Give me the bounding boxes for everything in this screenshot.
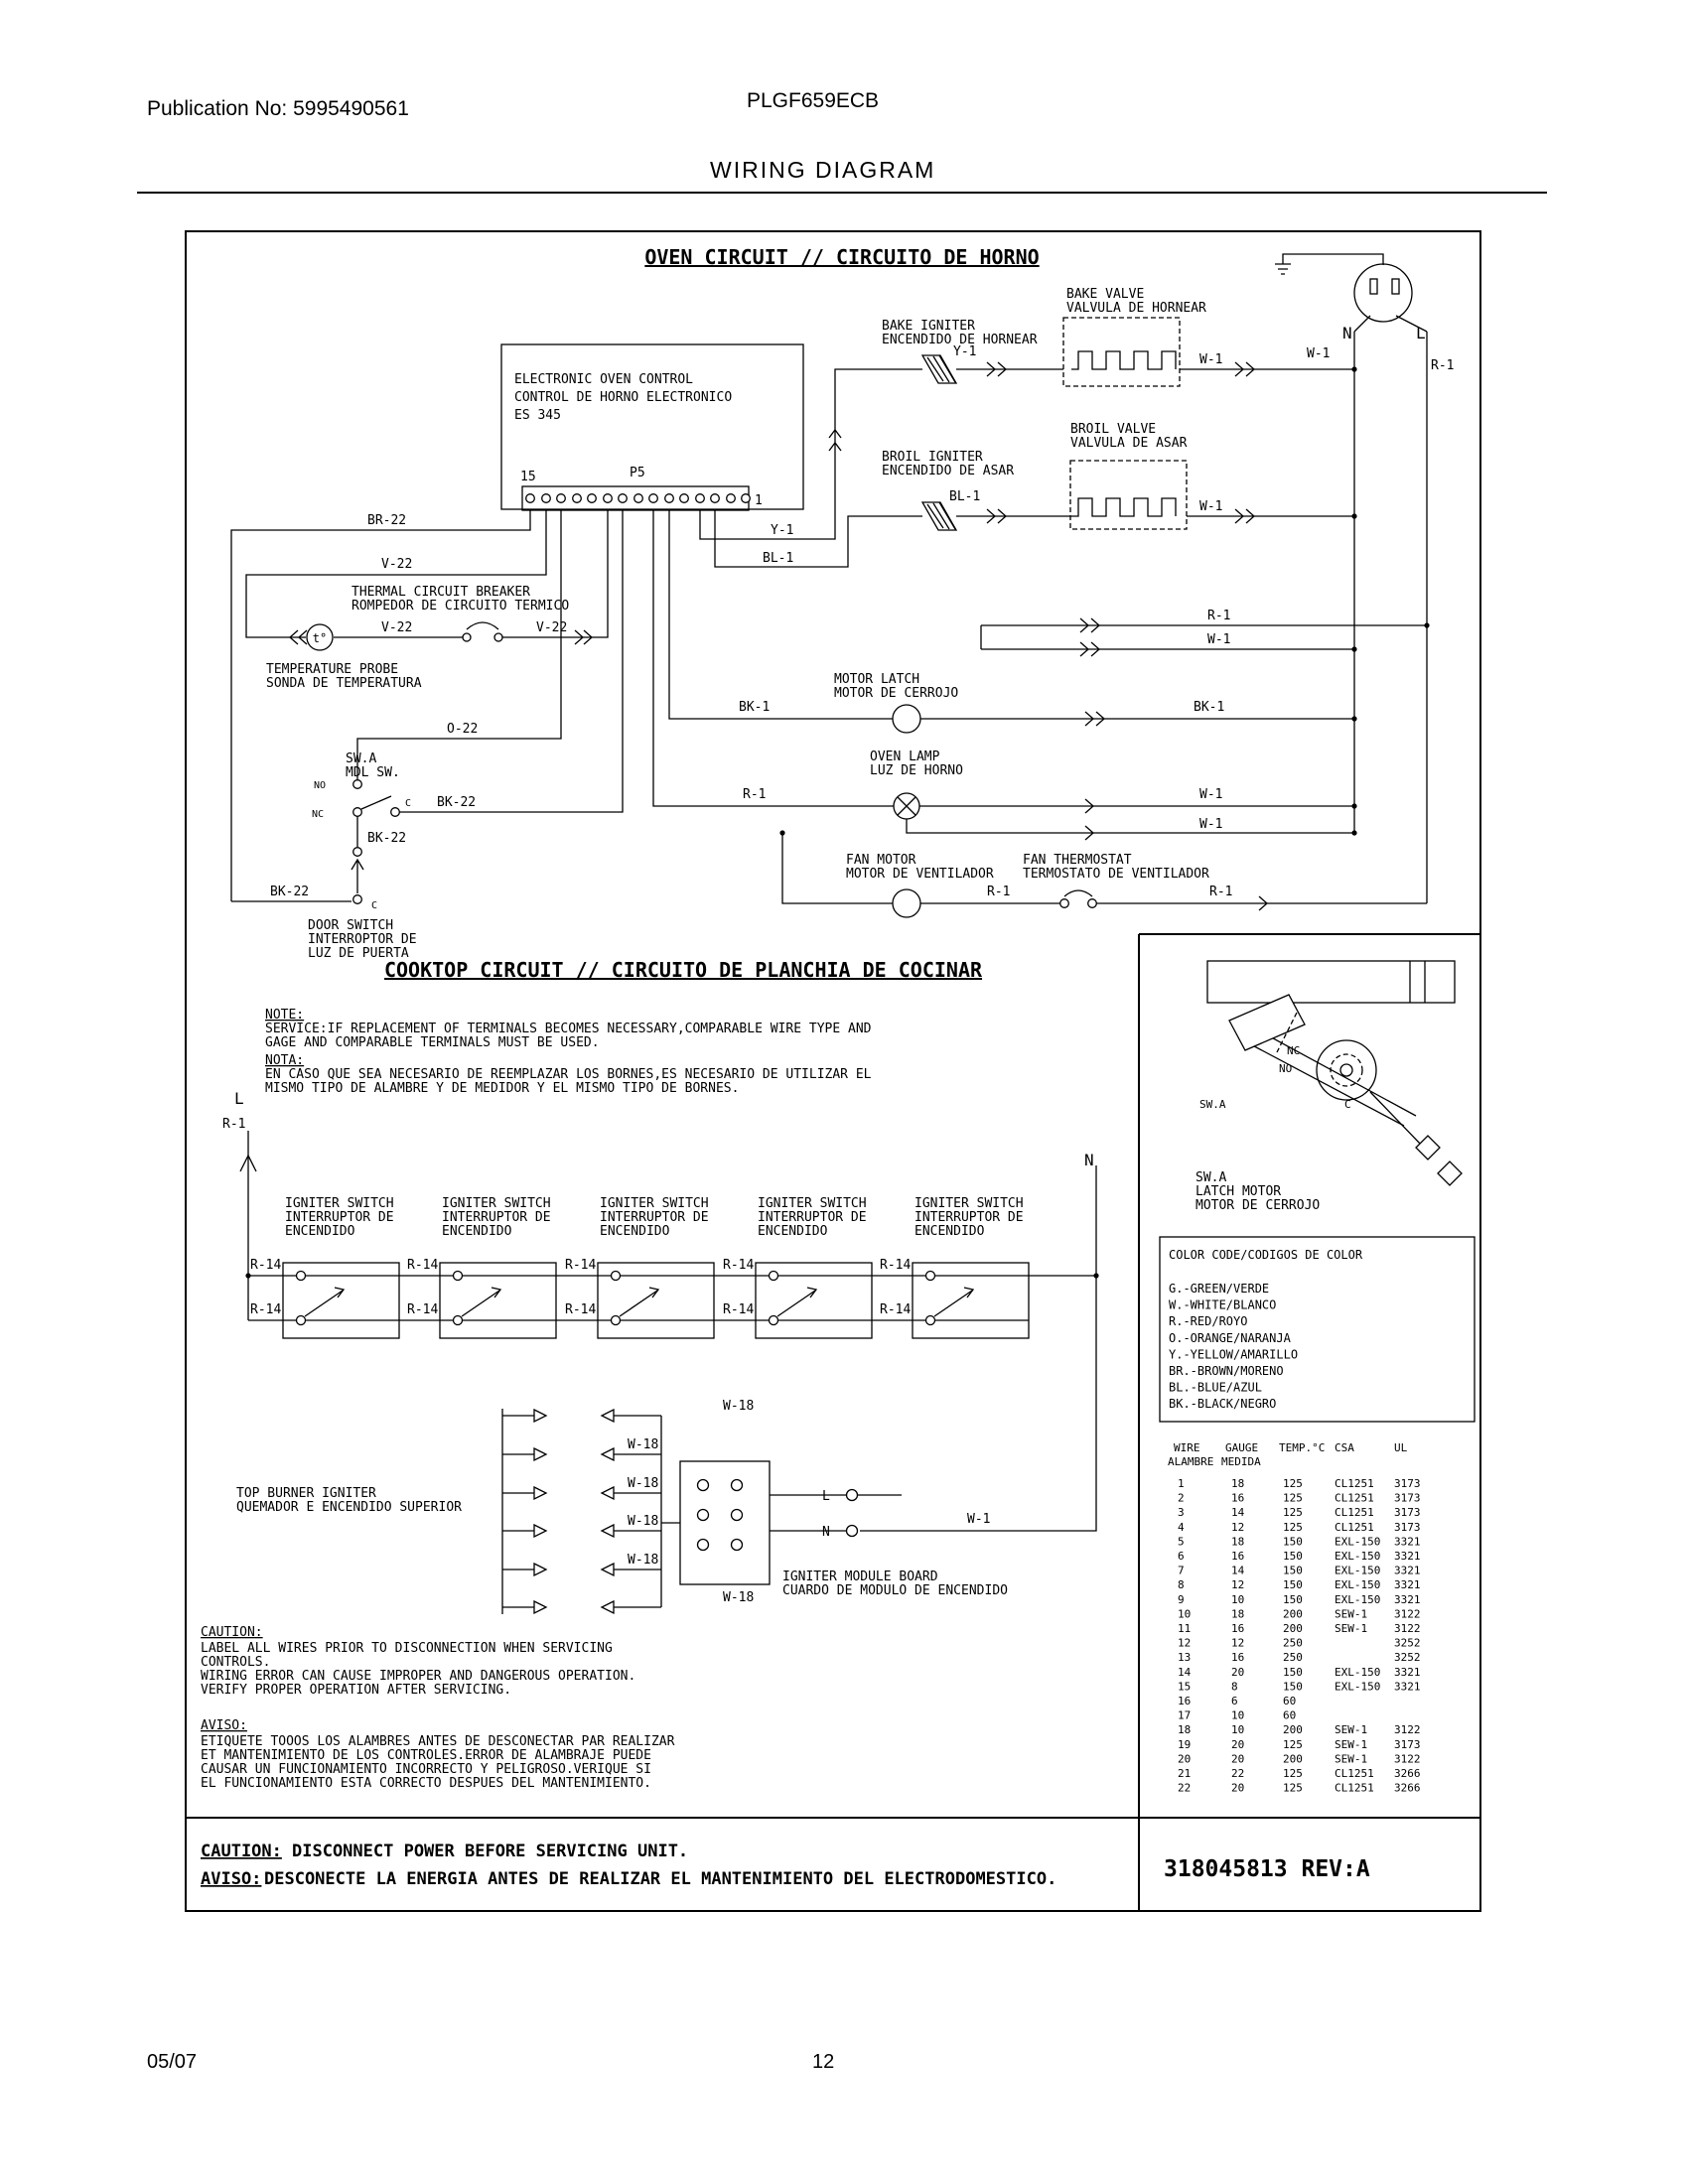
wire-r-1-feed: R-1 bbox=[222, 1117, 246, 1132]
wire-r-1-mid: R-1 bbox=[1207, 609, 1231, 623]
wire-table-cell-10-4: 3122 bbox=[1394, 1622, 1421, 1635]
wire-w-1-lamp: W-1 bbox=[1199, 787, 1223, 802]
wire-bk-22-c: BK-22 bbox=[270, 885, 310, 899]
wire-table-cell-2-2: 125 bbox=[1283, 1506, 1303, 1520]
caution-line-4: VERIFY PROPER OPERATION AFTER SERVICING. bbox=[201, 1683, 512, 1698]
wire-w-18-2: W-18 bbox=[628, 1437, 659, 1452]
igniter-switch-1-l2: INTERRUPTOR DE bbox=[285, 1210, 394, 1225]
oven-circuit-title: OVEN CIRCUIT // CIRCUITO DE HORNO bbox=[644, 245, 1040, 269]
door-switch-l3: LUZ DE PUERTA bbox=[308, 946, 409, 961]
cooktop-feeds bbox=[240, 1131, 1099, 1531]
latch-motor-drawing bbox=[1207, 961, 1462, 1185]
wire-table-cell-9-1: 18 bbox=[1231, 1607, 1245, 1621]
color-code-item-7: BK.-BLACK/NEGRO bbox=[1169, 1397, 1277, 1412]
wire-table-cell-5-3: EXL-150 bbox=[1335, 1550, 1381, 1563]
wire-table-cell-0-0: 1 bbox=[1178, 1477, 1185, 1490]
igniter-module-es: CUARDO DE MODULO DE ENCENDIDO bbox=[782, 1583, 1008, 1598]
wire-w-18-3: W-18 bbox=[628, 1476, 659, 1491]
wire-o-22: O-22 bbox=[447, 722, 479, 737]
wire-table-cell-9-4: 3122 bbox=[1394, 1607, 1421, 1621]
wire-table-cell-5-0: 6 bbox=[1178, 1550, 1185, 1563]
igniter-switch-4-l2: INTERRUPTOR DE bbox=[758, 1210, 867, 1225]
wire-table-cell-4-1: 18 bbox=[1231, 1535, 1245, 1549]
nota-line-2: MISMO TIPO DE ALAMBRE Y DE MEDIDOR Y EL MISMO TIPO DE BORNES. bbox=[265, 1081, 740, 1096]
igniter-switch-5-l2: INTERRUPTOR DE bbox=[914, 1210, 1024, 1225]
wire-table-cell-17-0: 18 bbox=[1178, 1723, 1192, 1737]
wire-table-cell-1-4: 3173 bbox=[1394, 1491, 1421, 1505]
wire-table-cell-13-1: 20 bbox=[1231, 1665, 1245, 1679]
igniter-switch-4-l3: ENCENDIDO bbox=[758, 1224, 828, 1239]
wire-table-cell-8-0: 9 bbox=[1178, 1592, 1185, 1606]
wire-table-cell-1-2: 125 bbox=[1283, 1491, 1303, 1505]
connector-p5-label: P5 bbox=[630, 466, 645, 480]
wire-table-cell-17-2: 200 bbox=[1283, 1723, 1303, 1737]
bake-valve-en: BAKE VALVE bbox=[1066, 287, 1145, 302]
bottom-aviso-label: AVISO: bbox=[201, 1869, 262, 1889]
nota-heading: NOTA: bbox=[265, 1053, 305, 1068]
wire-table-cell-18-4: 3173 bbox=[1394, 1737, 1421, 1751]
wire-table-cell-20-4: 3266 bbox=[1394, 1767, 1421, 1780]
t-symbol: t° bbox=[312, 631, 328, 645]
top-burner-igniter-es: QUEMADOR E ENCENDIDO SUPERIOR bbox=[236, 1500, 462, 1515]
wire-table-cell-6-1: 14 bbox=[1231, 1564, 1245, 1577]
wire-bk-22-b: BK-22 bbox=[367, 831, 407, 846]
wire-table-cell-0-3: CL1251 bbox=[1335, 1477, 1374, 1490]
wire-r-1-lamp: R-1 bbox=[743, 787, 767, 802]
wire-table-cell-6-2: 150 bbox=[1283, 1564, 1303, 1577]
wire-table-cell-9-0: 10 bbox=[1178, 1607, 1192, 1621]
igniter-switch-3-l1: IGNITER SWITCH bbox=[600, 1196, 709, 1211]
wire-table-cell-14-0: 15 bbox=[1178, 1680, 1192, 1694]
header-rule bbox=[137, 192, 1547, 194]
wire-w-18-5: W-18 bbox=[628, 1553, 659, 1568]
wire-table-cell-7-2: 150 bbox=[1283, 1578, 1303, 1592]
wire-r-14-b5: R-14 bbox=[880, 1302, 912, 1317]
part-number: 318045813 REV:A bbox=[1164, 1856, 1370, 1882]
wire-w-1-plug: W-1 bbox=[1307, 346, 1331, 361]
bottom-aviso-text: DESCONECTE LA ENERGIA ANTES DE REALIZAR EL MANTENIMIENTO DEL ELECTRODOMESTICO. bbox=[264, 1869, 1057, 1889]
note-line-2: GAGE AND COMPARABLE TERMINALS MUST BE USED. bbox=[265, 1035, 600, 1050]
publication-number: Publication No: 5995490561 bbox=[147, 97, 409, 120]
igniter-module-board bbox=[680, 1461, 902, 1584]
wire-table-cell-12-1: 16 bbox=[1231, 1651, 1245, 1665]
broil-igniter-en: BROIL IGNITER bbox=[882, 450, 983, 465]
igniter-switch-3 bbox=[598, 1263, 714, 1338]
wire-w-1-lamp2: W-1 bbox=[1199, 817, 1223, 832]
wire-table-cell-2-3: CL1251 bbox=[1335, 1506, 1374, 1520]
wire-table-cell-21-2: 125 bbox=[1283, 1781, 1303, 1795]
door-switch bbox=[352, 816, 363, 903]
wire-table-cell-19-2: 200 bbox=[1283, 1752, 1303, 1766]
wire-table-cell-14-4: 3321 bbox=[1394, 1680, 1421, 1694]
door-c-label: C bbox=[371, 900, 378, 911]
top-burner-igniter-en: TOP BURNER IGNITER bbox=[236, 1486, 376, 1501]
wire-table-cell-5-1: 16 bbox=[1231, 1550, 1245, 1563]
cooktop-circuit-title: COOKTOP CIRCUIT // CIRCUITO DE PLANCHIA DE COCINAR bbox=[383, 958, 983, 982]
wire-table-cell-11-2: 250 bbox=[1283, 1636, 1303, 1650]
wire-table-cell-16-2: 60 bbox=[1283, 1708, 1297, 1722]
wire-table-cell-4-4: 3321 bbox=[1394, 1535, 1421, 1549]
igniter-module-en: IGNITER MODULE BOARD bbox=[782, 1570, 938, 1584]
wire-table-cell-9-2: 200 bbox=[1283, 1607, 1303, 1621]
wire-table-cell-4-3: EXL-150 bbox=[1335, 1535, 1381, 1549]
wire-gauge-table bbox=[1168, 1441, 1421, 1795]
wiring-diagram-canvas bbox=[187, 232, 1479, 1910]
wire-table-cell-10-2: 200 bbox=[1283, 1622, 1303, 1635]
feed-l-label: L bbox=[234, 1089, 244, 1108]
igniter-switch-3-l2: INTERRUPTOR DE bbox=[600, 1210, 709, 1225]
page-title: WIRING DIAGRAM bbox=[710, 157, 936, 183]
wire-table-cell-10-0: 11 bbox=[1178, 1622, 1192, 1635]
broil-valve-en: BROIL VALVE bbox=[1070, 422, 1157, 437]
wire-y-1-b: Y-1 bbox=[771, 523, 794, 538]
igniter-switch-2-l1: IGNITER SWITCH bbox=[442, 1196, 551, 1211]
mdl-no-label: NO bbox=[314, 780, 327, 791]
wire-table-cell-1-0: 2 bbox=[1178, 1491, 1185, 1505]
wire-table-cell-0-1: 18 bbox=[1231, 1477, 1245, 1490]
broil-igniter-es: ENCENDIDO DE ASAR bbox=[882, 464, 1015, 478]
color-code-items bbox=[1169, 1282, 1298, 1411]
wire-table-cell-2-4: 3173 bbox=[1394, 1506, 1421, 1520]
wire-table-cell-9-3: SEW-1 bbox=[1335, 1607, 1368, 1621]
wire-w-1-broil: W-1 bbox=[1199, 499, 1223, 514]
wire-bk-22-a: BK-22 bbox=[437, 795, 477, 810]
wire-table-cell-15-1: 6 bbox=[1231, 1695, 1238, 1707]
caution-line-3: WIRING ERROR CAN CAUSE IMPROPER AND DANGEROUS OPERATION. bbox=[201, 1669, 636, 1684]
plug-l-label: L bbox=[1416, 324, 1426, 342]
color-code-item-3: O.-ORANGE/NARANJA bbox=[1169, 1330, 1291, 1345]
wire-table-cell-7-0: 8 bbox=[1178, 1578, 1185, 1592]
left-wiring bbox=[231, 510, 608, 901]
wire-table-cell-14-3: EXL-150 bbox=[1335, 1680, 1381, 1694]
pin-15-label: 15 bbox=[520, 470, 536, 484]
wire-table-cell-13-2: 150 bbox=[1283, 1665, 1303, 1679]
wire-table-cell-0-4: 3173 bbox=[1394, 1477, 1421, 1490]
wire-table-cell-15-2: 60 bbox=[1283, 1695, 1297, 1707]
wire-table-cell-4-2: 150 bbox=[1283, 1535, 1303, 1549]
wire-table-cell-17-3: SEW-1 bbox=[1335, 1723, 1368, 1737]
wire-table-cell-3-4: 3173 bbox=[1394, 1520, 1421, 1534]
color-code-item-0: G.-GREEN/VERDE bbox=[1169, 1282, 1270, 1296]
wire-r-14-b3: R-14 bbox=[565, 1302, 597, 1317]
wire-table-cell-18-0: 19 bbox=[1178, 1737, 1192, 1751]
wire-w-18-1: W-18 bbox=[723, 1399, 755, 1414]
module-n-label: N bbox=[822, 1525, 830, 1540]
wire-table-cell-13-3: EXL-150 bbox=[1335, 1665, 1381, 1679]
wire-table-cell-8-1: 10 bbox=[1231, 1592, 1245, 1606]
wire-bk-1-left: BK-1 bbox=[739, 700, 771, 715]
wire-table-cell-5-4: 3321 bbox=[1394, 1550, 1421, 1563]
wire-w-18-4: W-18 bbox=[628, 1514, 659, 1529]
wire-table-cell-2-1: 14 bbox=[1231, 1506, 1245, 1520]
model-number: PLGF659ECB bbox=[747, 89, 880, 112]
latch-swa-near: SW.A bbox=[1199, 1098, 1226, 1111]
igniter-switch-5-l1: IGNITER SWITCH bbox=[914, 1196, 1024, 1211]
wire-bk-1-right: BK-1 bbox=[1194, 700, 1225, 715]
wire-table-cell-10-3: SEW-1 bbox=[1335, 1622, 1368, 1635]
wire-table-cell-2-0: 3 bbox=[1178, 1506, 1185, 1520]
wire-w-1-bake: W-1 bbox=[1199, 352, 1223, 367]
wire-v-22-b: V-22 bbox=[381, 620, 413, 635]
aviso-line-1: ETIQUETE TOOOS LOS ALAMBRES ANTES DE DESCONECTAR PAR REALIZAR bbox=[201, 1734, 675, 1749]
wire-table-cell-5-2: 150 bbox=[1283, 1550, 1303, 1563]
igniter-switch-1-l1: IGNITER SWITCH bbox=[285, 1196, 394, 1211]
aviso-heading: AVISO: bbox=[201, 1718, 247, 1733]
wire-table-cell-20-0: 21 bbox=[1178, 1767, 1192, 1780]
feed-n-label: N bbox=[1084, 1151, 1094, 1169]
igniter-switch-5 bbox=[913, 1263, 1029, 1338]
color-code-item-1: W.-WHITE/BLANCO bbox=[1169, 1297, 1277, 1312]
wire-table-header-wire: WIRE bbox=[1174, 1441, 1200, 1454]
latch-nc-label: NC bbox=[1287, 1044, 1301, 1057]
mdl-nc-label: NC bbox=[312, 809, 325, 820]
wire-w-18-6: W-18 bbox=[723, 1590, 755, 1605]
aviso-line-3: CAUSAR UN FUNCIONAMIENTO INCORRECTO Y PELIGROSO.VERIQUE SI bbox=[201, 1762, 651, 1777]
igniter-switch-1 bbox=[283, 1263, 399, 1338]
plug-n-label: N bbox=[1342, 324, 1352, 342]
nota-line-1: EN CASO QUE SEA NECESARIO DE REEMPLAZAR LOS BORNES,ES NECESARIO DE UTILIZAR EL bbox=[265, 1067, 872, 1082]
wire-table-header-temp: TEMP.°C bbox=[1279, 1441, 1326, 1454]
fan-thermostat-es: TERMOSTATO DE VENTILADOR bbox=[1023, 867, 1209, 882]
wire-table-cell-20-3: CL1251 bbox=[1335, 1767, 1374, 1780]
wire-table-cell-12-4: 3252 bbox=[1394, 1651, 1421, 1665]
wire-table-header-medida: MEDIDA bbox=[1221, 1455, 1261, 1468]
temp-probe-en: TEMPERATURE PROBE bbox=[266, 662, 399, 677]
wire-r-14-b2: R-14 bbox=[407, 1302, 439, 1317]
door-switch-l2: INTERROPTOR DE bbox=[308, 932, 417, 947]
wire-r-14-b4: R-14 bbox=[723, 1302, 755, 1317]
wire-r-14-t3: R-14 bbox=[565, 1258, 597, 1273]
wire-table-cell-3-3: CL1251 bbox=[1335, 1520, 1374, 1534]
wire-table-cell-15-0: 16 bbox=[1178, 1695, 1192, 1707]
wire-table-cell-3-1: 12 bbox=[1231, 1520, 1245, 1534]
wire-table-cell-3-2: 125 bbox=[1283, 1520, 1303, 1534]
bake-valve-es: VALVULA DE HORNEAR bbox=[1066, 301, 1206, 316]
mdl-c-label: C bbox=[405, 798, 412, 809]
wire-table-cell-21-0: 22 bbox=[1178, 1781, 1192, 1795]
wire-table-header-ul: UL bbox=[1394, 1441, 1408, 1454]
wire-table-cell-6-4: 3321 bbox=[1394, 1564, 1421, 1577]
wire-table-cell-17-1: 10 bbox=[1231, 1723, 1245, 1737]
wire-table-cell-12-0: 13 bbox=[1178, 1651, 1192, 1665]
igniter-switch-4 bbox=[756, 1263, 872, 1338]
eoc-label-es: CONTROL DE HORNO ELECTRONICO bbox=[514, 390, 733, 405]
wire-r-1-fan-a: R-1 bbox=[987, 885, 1011, 899]
color-code-title: COLOR CODE/CODIGOS DE COLOR bbox=[1169, 1248, 1363, 1262]
wiring-diagram-frame bbox=[185, 230, 1481, 1912]
motor-latch-en: MOTOR LATCH bbox=[834, 672, 920, 687]
wire-table-cell-18-2: 125 bbox=[1283, 1737, 1303, 1751]
bottom-caution-label: CAUTION: bbox=[201, 1842, 282, 1861]
igniter-switch-4-l1: IGNITER SWITCH bbox=[758, 1196, 867, 1211]
wire-table-cell-11-1: 12 bbox=[1231, 1636, 1245, 1650]
wire-r-1-plug: R-1 bbox=[1431, 358, 1455, 373]
wire-table-cell-16-1: 10 bbox=[1231, 1708, 1245, 1722]
thermal-breaker-en: THERMAL CIRCUIT BREAKER bbox=[352, 585, 531, 600]
wire-r-14-b1: R-14 bbox=[250, 1302, 282, 1317]
wire-table-cell-14-1: 8 bbox=[1231, 1680, 1238, 1694]
color-code-item-6: BL.-BLUE/AZUL bbox=[1169, 1380, 1262, 1395]
igniter-switch-2 bbox=[440, 1263, 556, 1338]
wire-table-header-gauge: GAUGE bbox=[1225, 1441, 1259, 1454]
door-switch-l1: DOOR SWITCH bbox=[308, 918, 394, 933]
wire-table-cell-19-0: 20 bbox=[1178, 1752, 1192, 1766]
igniter-switch-2-l2: INTERRUPTOR DE bbox=[442, 1210, 551, 1225]
wire-table-cell-7-4: 3321 bbox=[1394, 1578, 1421, 1592]
wire-table-cell-19-4: 3122 bbox=[1394, 1752, 1421, 1766]
note-heading: NOTE: bbox=[265, 1008, 305, 1023]
diagram-labels bbox=[201, 245, 1454, 1889]
wire-table-cell-8-4: 3321 bbox=[1394, 1592, 1421, 1606]
color-code-item-2: R.-RED/ROYO bbox=[1169, 1314, 1248, 1329]
fan-motor-es: MOTOR DE VENTILADOR bbox=[846, 867, 994, 882]
wire-table-cell-10-1: 16 bbox=[1231, 1622, 1245, 1635]
wire-table-cell-20-1: 22 bbox=[1231, 1767, 1245, 1780]
wire-table-cell-4-0: 5 bbox=[1178, 1535, 1185, 1549]
latch-swa: SW.A bbox=[1196, 1170, 1227, 1185]
wire-table-cell-18-3: SEW-1 bbox=[1335, 1737, 1368, 1751]
note-line-1: SERVICE:IF REPLACEMENT OF TERMINALS BECOMES NECESSARY,COMPARABLE WIRE TYPE AND bbox=[265, 1022, 872, 1036]
aviso-line-2: ET MANTENIMIENTO DE LOS CONTROLES.ERROR DE ALAMBRAJE PUEDE bbox=[201, 1748, 651, 1763]
wire-y-1-a: Y-1 bbox=[953, 344, 977, 359]
wire-table-cell-18-1: 20 bbox=[1231, 1737, 1245, 1751]
wire-table-cell-1-3: CL1251 bbox=[1335, 1491, 1374, 1505]
wire-table-cell-21-4: 3266 bbox=[1394, 1781, 1421, 1795]
wire-table-cell-3-0: 4 bbox=[1178, 1520, 1185, 1534]
motor-latch-es: MOTOR DE CERROJO bbox=[834, 686, 959, 701]
bake-igniter-en: BAKE IGNITER bbox=[882, 319, 975, 334]
wire-table-cell-7-3: EXL-150 bbox=[1335, 1578, 1381, 1592]
footer-page-number: 12 bbox=[812, 2051, 835, 2073]
wire-table-cell-6-3: EXL-150 bbox=[1335, 1564, 1381, 1577]
color-code-item-4: Y.-YELLOW/AMARILLO bbox=[1169, 1347, 1299, 1362]
wire-table-cell-11-0: 12 bbox=[1178, 1636, 1192, 1650]
color-code-item-5: BR.-BROWN/MORENO bbox=[1169, 1364, 1284, 1378]
wire-table-rows bbox=[1178, 1477, 1421, 1795]
wire-table-cell-8-2: 150 bbox=[1283, 1592, 1303, 1606]
wire-table-cell-6-0: 7 bbox=[1178, 1564, 1185, 1577]
broil-valve-es: VALVULA DE ASAR bbox=[1070, 436, 1188, 451]
pin-1-label: 1 bbox=[755, 493, 763, 508]
wire-r-14-t5: R-14 bbox=[880, 1258, 912, 1273]
wire-table-cell-16-0: 17 bbox=[1178, 1708, 1192, 1722]
wire-table-cell-19-3: SEW-1 bbox=[1335, 1752, 1368, 1766]
latch-c-label: C bbox=[1344, 1098, 1351, 1111]
wire-bl-1-b: BL-1 bbox=[763, 551, 794, 566]
electronic-oven-control bbox=[501, 344, 803, 510]
wire-table-cell-20-2: 125 bbox=[1283, 1767, 1303, 1780]
wire-r-14-t2: R-14 bbox=[407, 1258, 439, 1273]
fan-motor-en: FAN MOTOR bbox=[846, 853, 916, 868]
wire-table-cell-19-1: 20 bbox=[1231, 1752, 1245, 1766]
bake-igniter-es: ENCENDIDO DE HORNEAR bbox=[882, 333, 1038, 347]
wire-table-header-csa: CSA bbox=[1335, 1441, 1354, 1454]
oven-lamp-en: OVEN LAMP bbox=[870, 750, 940, 764]
wire-table-cell-17-4: 3122 bbox=[1394, 1723, 1421, 1737]
broil-circuit bbox=[715, 461, 1354, 567]
mdl-sw-label: MDL SW. bbox=[346, 765, 400, 780]
wire-table-cell-1-1: 16 bbox=[1231, 1491, 1245, 1505]
wire-v-22-a: V-22 bbox=[381, 557, 413, 572]
aviso-line-4: EL FUNCIONAMIENTO ESTA CORRECTO DESPUES DEL MANTENIMIENTO. bbox=[201, 1776, 651, 1791]
wire-br-22: BR-22 bbox=[367, 513, 407, 528]
caution-line-1: LABEL ALL WIRES PRIOR TO DISCONNECTION WHEN SERVICING bbox=[201, 1641, 613, 1656]
wire-table-cell-11-4: 3252 bbox=[1394, 1636, 1421, 1650]
eoc-model: ES 345 bbox=[514, 408, 561, 423]
bottom-caution-text: DISCONNECT POWER BEFORE SERVICING UNIT. bbox=[292, 1842, 689, 1861]
mdl-sw-name: SW.A bbox=[346, 751, 377, 766]
wire-r-1-fan-b: R-1 bbox=[1209, 885, 1233, 899]
module-l-label: L bbox=[822, 1489, 830, 1504]
wire-table-header-alambre: ALAMBRE bbox=[1168, 1455, 1214, 1468]
wire-bl-1-a: BL-1 bbox=[949, 489, 981, 504]
latch-no-label: NO bbox=[1279, 1062, 1293, 1075]
latch-motor-es: MOTOR DE CERROJO bbox=[1196, 1198, 1321, 1213]
igniter-switch-5-l3: ENCENDIDO bbox=[914, 1224, 985, 1239]
footer-date: 05/07 bbox=[147, 2051, 198, 2073]
wire-table-cell-21-1: 20 bbox=[1231, 1781, 1245, 1795]
caution-heading: CAUTION: bbox=[201, 1625, 263, 1640]
wire-table-cell-21-3: CL1251 bbox=[1335, 1781, 1374, 1795]
fan-thermostat-en: FAN THERMOSTAT bbox=[1023, 853, 1132, 868]
wire-table-cell-0-2: 125 bbox=[1283, 1477, 1303, 1490]
igniter-switch-3-l3: ENCENDIDO bbox=[600, 1224, 670, 1239]
wire-r-14-t4: R-14 bbox=[723, 1258, 755, 1273]
caution-line-2: CONTROLS. bbox=[201, 1655, 271, 1670]
wire-w-1-module: W-1 bbox=[967, 1512, 991, 1527]
wire-v-22-c: V-22 bbox=[536, 620, 568, 635]
wire-table-cell-13-0: 14 bbox=[1178, 1665, 1192, 1679]
thermal-breaker-es: ROMPEDOR DE CIRCUITO TERMICO bbox=[352, 599, 570, 614]
wire-table-cell-12-2: 250 bbox=[1283, 1651, 1303, 1665]
wire-w-1-mid: W-1 bbox=[1207, 632, 1231, 647]
wire-table-cell-14-2: 150 bbox=[1283, 1680, 1303, 1694]
oven-lamp-es: LUZ DE HORNO bbox=[870, 763, 963, 778]
wire-table-cell-13-4: 3321 bbox=[1394, 1665, 1421, 1679]
wire-r-14-t1: R-14 bbox=[250, 1258, 282, 1273]
igniter-switch-1-l3: ENCENDIDO bbox=[285, 1224, 355, 1239]
power-plug bbox=[1275, 254, 1427, 332]
latch-motor-en: LATCH MOTOR bbox=[1196, 1184, 1282, 1199]
eoc-label-en: ELECTRONIC OVEN CONTROL bbox=[514, 372, 694, 387]
wire-table-cell-7-1: 12 bbox=[1231, 1578, 1245, 1592]
igniter-switch-2-l3: ENCENDIDO bbox=[442, 1224, 512, 1239]
wire-table-cell-8-3: EXL-150 bbox=[1335, 1592, 1381, 1606]
bake-circuit bbox=[700, 318, 1354, 539]
motor-latch bbox=[669, 510, 1354, 733]
temp-probe-es: SONDA DE TEMPERATURA bbox=[266, 676, 422, 691]
